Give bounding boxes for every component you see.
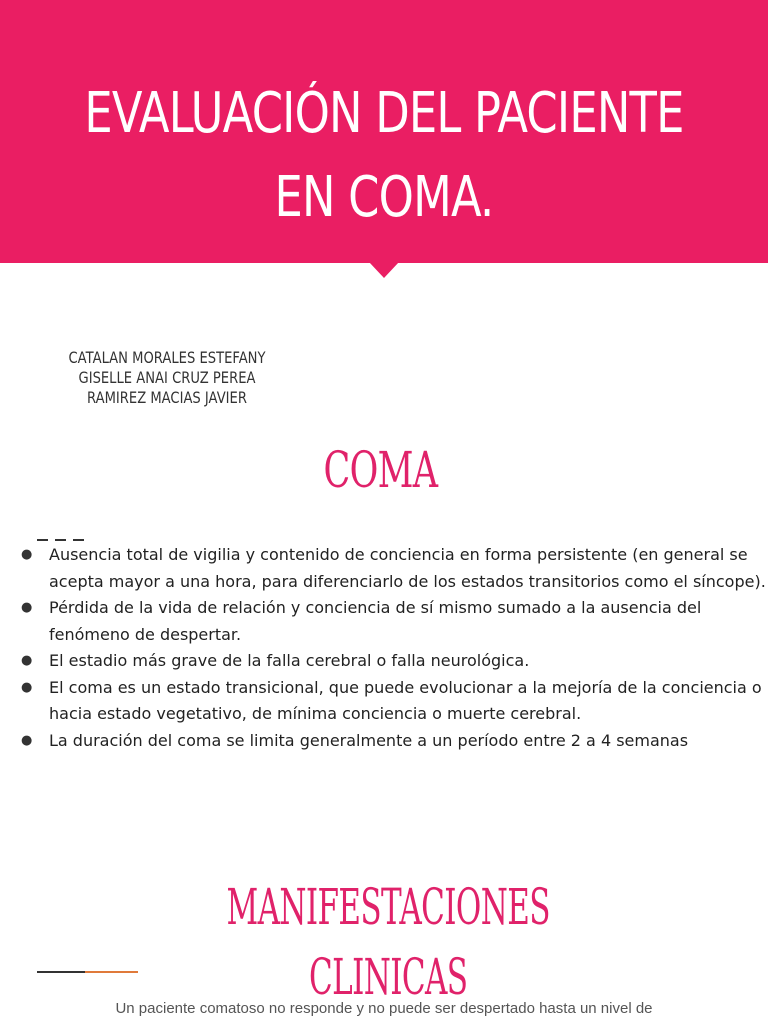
author-name: GISELLE ANAI CRUZ PEREA [78, 368, 256, 387]
list-item [18, 675, 766, 728]
slide-title-line1: EVALUACIÓN DEL PACIENTE [84, 81, 684, 146]
list-item [18, 648, 766, 675]
list-item [18, 542, 766, 595]
bullet-icon: ● [21, 600, 33, 615]
manifestaciones-text: Un paciente comatoso no responde y no puede ser despertado hasta un nivel de [115, 1000, 653, 1017]
slide-title [77, 72, 691, 240]
bullet-text: La duración del coma se limita generalmente a un período entre 2 a 4 semanas [49, 730, 689, 750]
slide-title-line2: EN COMA. [274, 165, 494, 230]
bullet-text: El coma es un estado transicional, que puede evolucionar a la mejoría de la conciencia o hacia estado vegetativo, de mínima conciencia o muerte cerebral. [49, 677, 762, 723]
bullet-text: Pérdida de la vida de relación y conciencia de sí mismo sumado a la ausencia del fenómeno de despertar. [49, 598, 702, 644]
section-divider [37, 539, 85, 541]
author-name: RAMIREZ MACIAS JAVIER [87, 388, 247, 407]
bullet-icon: ● [21, 653, 33, 668]
title-banner [0, 0, 768, 263]
coma-bullet-list [18, 542, 766, 754]
author-name: CATALAN MORALES ESTEFANY [68, 348, 266, 367]
bullet-text: El estadio más grave de la falla cerebral o falla neurológica. [49, 651, 530, 670]
bullet-icon: ● [21, 732, 33, 748]
coma-heading: COMA [323, 441, 438, 499]
bullet-icon: ● [21, 679, 33, 695]
section-divider [37, 971, 138, 973]
list-item [18, 595, 766, 648]
manifestaciones-heading: MANIFESTACIONES CLINICAS [226, 878, 550, 1006]
list-item [18, 728, 766, 755]
banner-arrow [369, 262, 399, 278]
bullet-icon: ● [21, 547, 33, 562]
author-list [65, 348, 270, 408]
bullet-text: Ausencia total de vigilia y contenido de conciencia en forma persistente (en general se acepta mayor a una hora, para diferenciarlo de los estados transitorios como el síncope). [49, 545, 766, 591]
